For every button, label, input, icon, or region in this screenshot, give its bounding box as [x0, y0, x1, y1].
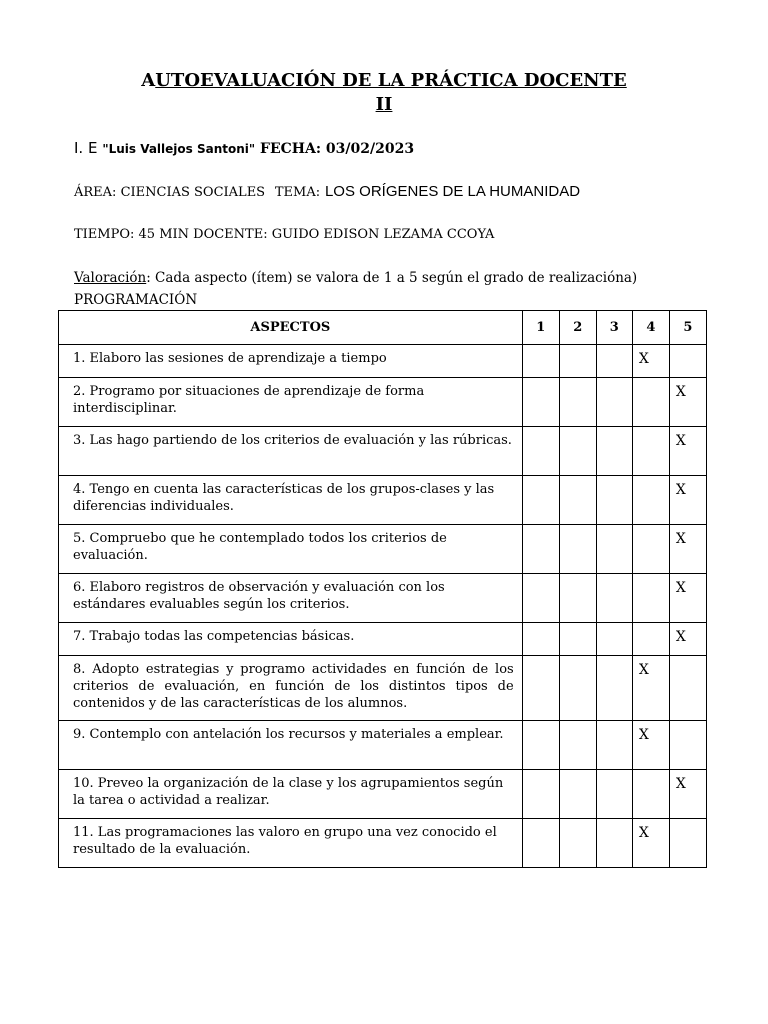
rating-cell-2 [559, 770, 596, 819]
rating-cell-5 [669, 378, 706, 427]
evaluation-table [58, 310, 707, 868]
rating-cell-4 [632, 427, 669, 476]
rating-cell-4 [632, 378, 669, 427]
area-text: ÁREA: CIENCIAS SOCIALES [74, 185, 266, 200]
rating-cell-4 [632, 623, 669, 656]
aspect-cell: 4. Tengo en cuenta las características de los grupos-clases y las diferencias individuales. [59, 476, 523, 525]
rating-cell-4 [632, 574, 669, 623]
ie-line [74, 139, 414, 157]
aspect-cell: 10. Preveo la organización de la clase y los agrupamientos según la tarea o actividad a realizar. [59, 770, 523, 819]
table-row [59, 378, 707, 427]
table-row [59, 819, 707, 868]
rating-cell-5 [669, 427, 706, 476]
rating-cell-4 [632, 525, 669, 574]
rating-cell-1 [522, 656, 559, 721]
rating-cell-3 [596, 574, 632, 623]
rating-cell-3 [596, 656, 632, 721]
tema-value: LOS ORÍGENES DE LA HUMANIDAD [324, 183, 581, 200]
aspect-cell: 1. Elaboro las sesiones de aprendizaje a tiempo [59, 345, 523, 378]
rating-cell-3 [596, 378, 632, 427]
table-row [59, 623, 707, 656]
rating-cell-1 [522, 819, 559, 868]
valoracion-label: Valoración [74, 270, 147, 286]
rating-cell-2 [559, 427, 596, 476]
rating-cell-5 [669, 345, 706, 378]
rating-cell-1 [522, 427, 559, 476]
rating-mark: X [638, 351, 649, 367]
aspect-cell: 8. Adopto estrategias y programo actividades en función de los criterios de evaluación, en función de los distintos tipos de contenidos y de las características de los alumnos. [59, 656, 523, 721]
valoracion-line [74, 270, 637, 286]
document-title [0, 70, 768, 91]
rating-cell-3 [596, 819, 632, 868]
rating-mark: X [638, 662, 649, 678]
aspect-cell: 9. Contemplo con antelación los recursos y materiales a emplear. [59, 721, 523, 770]
rating-cell-4 [632, 345, 669, 378]
aspect-cell: 5. Compruebo que he contemplado todos los criterios de evaluación. [59, 525, 523, 574]
table-row [59, 345, 707, 378]
title-first-letter: A [141, 70, 156, 91]
rating-cell-4 [632, 819, 669, 868]
rating-cell-4 [632, 656, 669, 721]
rating-cell-3 [596, 427, 632, 476]
rating-cell-1 [522, 476, 559, 525]
rating-mark: X [675, 482, 686, 498]
rating-mark: X [638, 825, 649, 841]
aspect-cell: 6. Elaboro registros de observación y evaluación con los estándares evaluables según los criterios. [59, 574, 523, 623]
header-aspectos: ASPECTOS [59, 311, 523, 345]
rating-mark: X [675, 580, 686, 596]
fecha-text: FECHA: 03/02/2023 [260, 141, 415, 157]
header-2: 2 [559, 311, 596, 345]
rating-cell-1 [522, 623, 559, 656]
rating-cell-2 [559, 345, 596, 378]
rating-cell-1 [522, 721, 559, 770]
aspect-cell: 11. Las programaciones las valoro en grupo una vez conocido el resultado de la evaluación. [59, 819, 523, 868]
rating-cell-1 [522, 525, 559, 574]
rating-cell-3 [596, 476, 632, 525]
rating-cell-5 [669, 770, 706, 819]
table-row [59, 525, 707, 574]
tema-label: TEMA: [274, 185, 321, 200]
rating-cell-3 [596, 721, 632, 770]
table-row [59, 427, 707, 476]
rating-cell-3 [596, 345, 632, 378]
rating-cell-2 [559, 721, 596, 770]
header-5: 5 [669, 311, 706, 345]
rating-cell-5 [669, 623, 706, 656]
rating-cell-3 [596, 770, 632, 819]
rating-cell-1 [522, 574, 559, 623]
table-row [59, 574, 707, 623]
rating-cell-5 [669, 721, 706, 770]
table-row [59, 656, 707, 721]
area-line [74, 183, 580, 200]
aspect-cell: 7. Trabajo todas las competencias básicas. [59, 623, 523, 656]
rating-cell-3 [596, 623, 632, 656]
rating-cell-1 [522, 378, 559, 427]
valoracion-text: : Cada aspecto (ítem) se valora de 1 a 5 según el grado de realizacióna) [146, 270, 638, 286]
rating-cell-5 [669, 574, 706, 623]
rating-mark: X [675, 384, 686, 400]
aspect-cell: 2. Programo por situaciones de aprendizaje de forma interdisciplinar. [59, 378, 523, 427]
rating-cell-2 [559, 574, 596, 623]
rating-cell-3 [596, 525, 632, 574]
aspect-cell: 3. Las hago partiendo de los criterios de evaluación y las rúbricas. [59, 427, 523, 476]
document-subtitle [0, 94, 768, 115]
rating-cell-2 [559, 656, 596, 721]
table-row [59, 476, 707, 525]
programacion-heading: PROGRAMACIÓN [74, 292, 198, 308]
rating-cell-1 [522, 345, 559, 378]
rating-cell-4 [632, 721, 669, 770]
rating-cell-5 [669, 525, 706, 574]
rating-mark: X [675, 531, 686, 547]
rating-cell-2 [559, 525, 596, 574]
title-line-2: II [375, 94, 393, 115]
ie-label: I. E [74, 139, 98, 157]
rating-mark: X [675, 629, 686, 645]
rating-cell-5 [669, 819, 706, 868]
rating-cell-2 [559, 819, 596, 868]
rating-mark: X [638, 727, 649, 743]
rating-cell-4 [632, 770, 669, 819]
rating-mark: X [675, 776, 686, 792]
table-row [59, 770, 707, 819]
table-header-row [59, 311, 707, 345]
header-3: 3 [596, 311, 632, 345]
tiempo-docente-line: TIEMPO: 45 MIN DOCENTE: GUIDO EDISON LEZAMA CCOYA [74, 227, 495, 242]
rating-cell-5 [669, 476, 706, 525]
header-1: 1 [522, 311, 559, 345]
ie-value: "Luis Vallejos Santoni" [102, 142, 256, 156]
rating-cell-2 [559, 623, 596, 656]
rating-cell-4 [632, 476, 669, 525]
rating-mark: X [675, 433, 686, 449]
header-4: 4 [632, 311, 669, 345]
rating-cell-2 [559, 476, 596, 525]
rating-cell-1 [522, 770, 559, 819]
table-row [59, 721, 707, 770]
rating-cell-2 [559, 378, 596, 427]
rating-cell-5 [669, 656, 706, 721]
title-line-1: UTOEVALUACIÓN DE LA PRÁCTICA DOCENTE [155, 70, 627, 91]
